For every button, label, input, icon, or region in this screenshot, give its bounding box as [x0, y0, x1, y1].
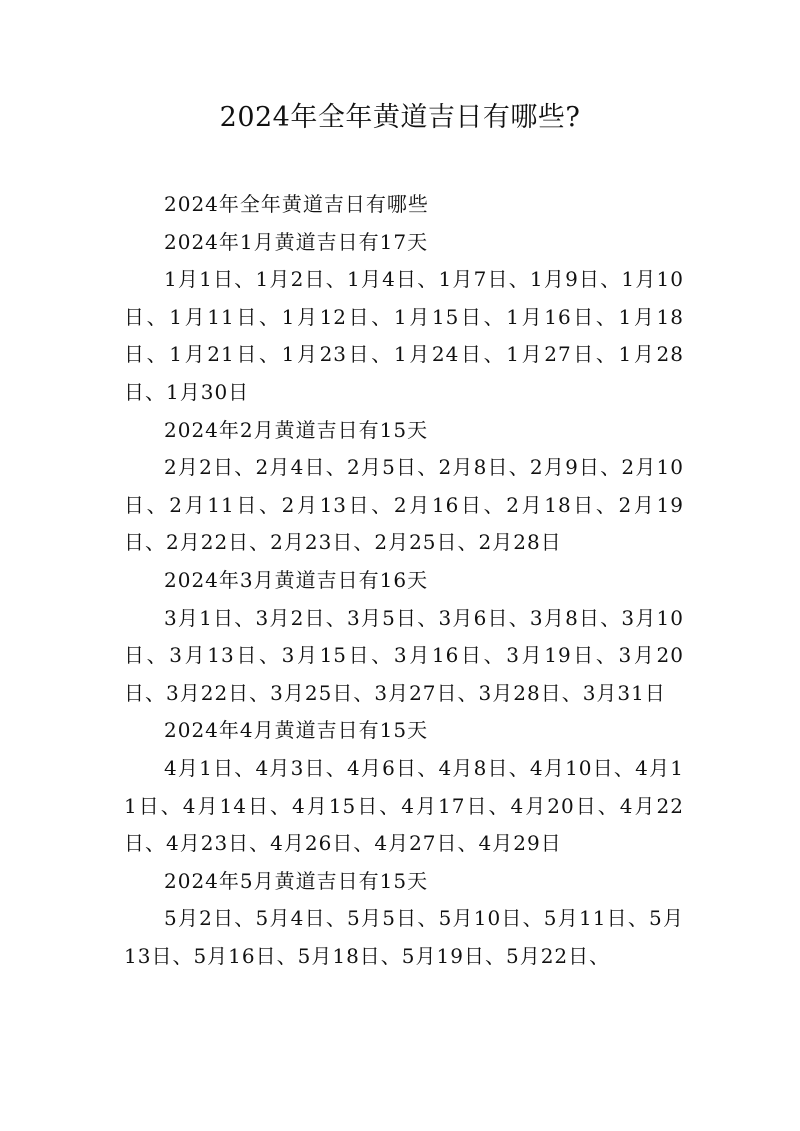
march-dates: 3月1日、3月2日、3月5日、3月6日、3月8日、3月10日、3月13日、3月15日、3月16日、3月19日、3月20日、3月22日、3月25日、3月27日、3月28日、3月31日	[124, 605, 684, 705]
document-body	[124, 186, 684, 975]
january-heading: 2024年1月黄道吉日有17天	[164, 229, 429, 254]
february-heading: 2024年2月黄道吉日有15天	[164, 417, 429, 442]
page-title: 2024年全年黄道吉日有哪些?	[219, 102, 581, 133]
february-dates: 2月2日、2月4日、2月5日、2月8日、2月9日、2月10日、2月11日、2月13日、2月16日、2月18日、2月19日、2月22日、2月23日、2月25日、2月28日	[124, 455, 684, 555]
may-dates: 5月2日、5月4日、5月5日、5月10日、5月11日、5月13日、5月16日、5月18日、5月19日、5月22日、	[124, 906, 684, 968]
march-heading: 2024年3月黄道吉日有16天	[164, 567, 429, 592]
april-heading: 2024年4月黄道吉日有15天	[164, 718, 429, 743]
intro-heading: 2024年全年黄道吉日有哪些	[164, 192, 429, 216]
january-dates: 1月1日、1月2日、1月4日、1月7日、1月9日、1月10日、1月11日、1月12日、1月15日、1月16日、1月18日、1月21日、1月23日、1月24日、1月27日、1月28日、1月30日	[124, 267, 684, 404]
may-heading: 2024年5月黄道吉日有15天	[164, 868, 429, 893]
april-dates: 4月1日、4月3日、4月6日、4月8日、4月10日、4月11日、4月14日、4月15日、4月17日、4月20日、4月22日、4月23日、4月26日、4月27日、4月29日	[124, 755, 684, 856]
